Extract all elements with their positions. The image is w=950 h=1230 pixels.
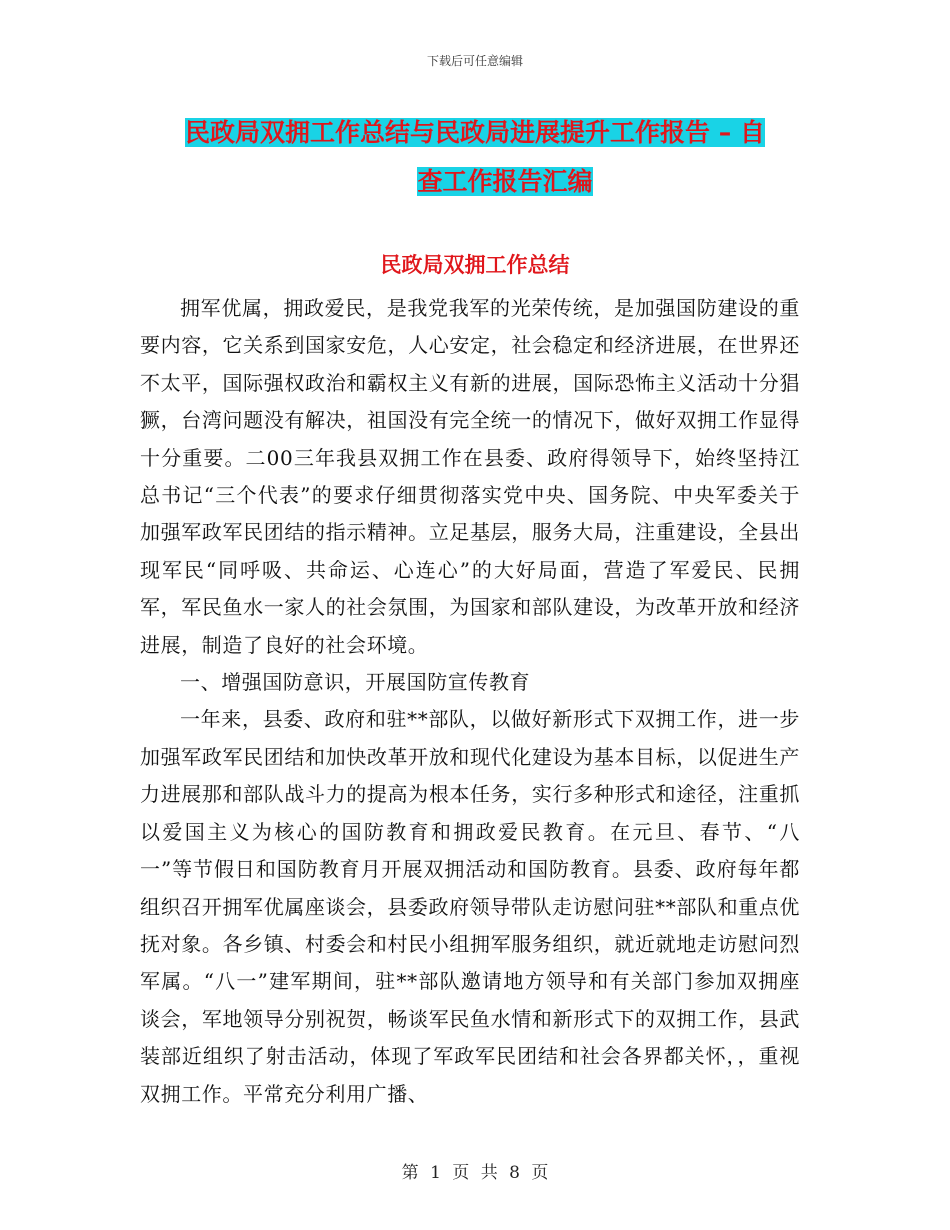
body-text xyxy=(140,290,800,1113)
paragraph-2: 一年来，县委、政府和驻**部队，以做好新形式下双拥工作，进一步加强军政军民团结和加快改革开放和现代化建设为基本目标，以促进生产力进展那和部队战斗力的提高为根本任务，实行多种形式和途径，注重抓以爱国主义为核心的国防教育和拥政爱民教育。在元旦、春节、“八一”等节假日和国防教育月开展双拥活动和国防教育。县委、政府每年都组织召开拥军优属座谈会，县委政府领导带队走访慰问驻**部队和重点优抚对象。各乡镇、村委会和村民小组拥军服务组织，就近就地走访慰问烈军属。“八一”建军期间，驻**部队邀请地方领导和有关部门参加双拥座谈会，军地领导分别祝贺，畅谈军民鱼水情和新形式下的双拥工作，县武装部近组织了射击活动，体现了军政军民团结和社会各界都关怀，，重视双拥工作。平常充分利用广播、 xyxy=(140,707,800,1106)
paragraph-intro: 拥军优属，拥政爱民，是我党我军的光荣传统，是加强国防建设的重要内容，它关系到国家安危，人心安定，社会稳定和经济进展，在世界还不太平，国际强权政治和霸权主义有新的进展，国际恐怖主义活动十分猖獗，台湾问题没有解决，祖国没有完全统一的情况下，做好双拥工作显得十分重要。二00三年我县双拥工作在县委、政府得领导下，始终坚持江总书记“三个代表”的要求仔细贯彻落实党中央、国务院、中央军委关于加强军政军民团结的指示精神。立足基层，服务大局，注重建设，全县出现军民“同呼吸、共命运、心连心”的大好局面，营造了军爱民、民拥军，军民鱼水一家人的社会氛围，为国家和部队建设，为改革开放和经济进展，制造了良好的社会环境。 xyxy=(140,296,800,657)
header-note: 下载后可任意编辑 xyxy=(426,54,523,68)
subheading-1: 一、增强国防意识，开展国防宣传教育 xyxy=(180,670,531,695)
title-line-1: 民政局双拥工作总结与民政局进展提升工作报告 – 自 xyxy=(185,118,765,147)
section-title: 民政局双拥工作总结 xyxy=(380,253,570,277)
document-title xyxy=(185,110,825,204)
page-number: 第 1 页 共 8 页 xyxy=(401,1163,549,1183)
title-line-2: 查工作报告汇编 xyxy=(417,167,593,196)
